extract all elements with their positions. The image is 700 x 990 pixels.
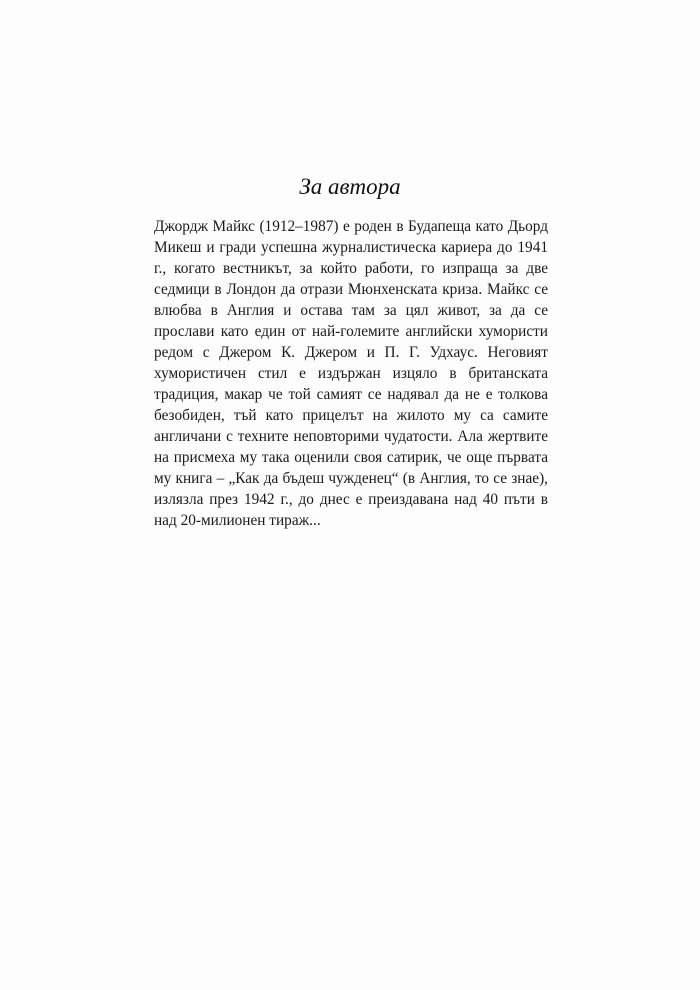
section-heading: За автора xyxy=(299,174,401,199)
paragraph-line: му книга – „Как да бъдеш чужденец“ (в Англия, то се знае), xyxy=(154,470,548,487)
paragraph-line: Джордж Майкс (1912–1987) е роден в Будапеща като Дьорд xyxy=(154,218,548,235)
author-bio-paragraph xyxy=(154,216,548,531)
paragraph-line: над 20-милионен тираж... xyxy=(154,512,321,529)
paragraph-line: влюбва в Англия и остава там за цял живот, за да се xyxy=(154,302,548,319)
paragraph-line: г., когато вестникът, за който работи, го изпраща за две xyxy=(154,260,548,277)
paragraph-line: Микеш и гради успешна журналистическа кариера до 1941 xyxy=(154,239,548,256)
paragraph-line: англичани с техните неповторими чудатости. Ала жертвите xyxy=(154,428,548,445)
paragraph-line: безобиден, тъй като прицелът на жилото му са самите xyxy=(154,407,548,424)
paragraph-line: редом с Джером К. Джером и П. Г. Удхаус. Неговият xyxy=(154,344,548,361)
paragraph-line: излязла през 1942 г., до днес е преиздавана над 40 пъти в xyxy=(154,491,548,508)
paragraph-line: седмици в Лондон да отрази Мюнхенската криза. Майкс се xyxy=(154,281,548,298)
paragraph-line: прослави като един от най-големите английски хумористи xyxy=(154,323,548,340)
paragraph-line: традиция, макар че той самият се надявал да не е толкова xyxy=(154,386,548,403)
paragraph-line: на присмеха му така оценили своя сатирик, че още първата xyxy=(154,449,548,466)
paragraph-line: хумористичен стил е издържан изцяло в британската xyxy=(154,365,548,382)
